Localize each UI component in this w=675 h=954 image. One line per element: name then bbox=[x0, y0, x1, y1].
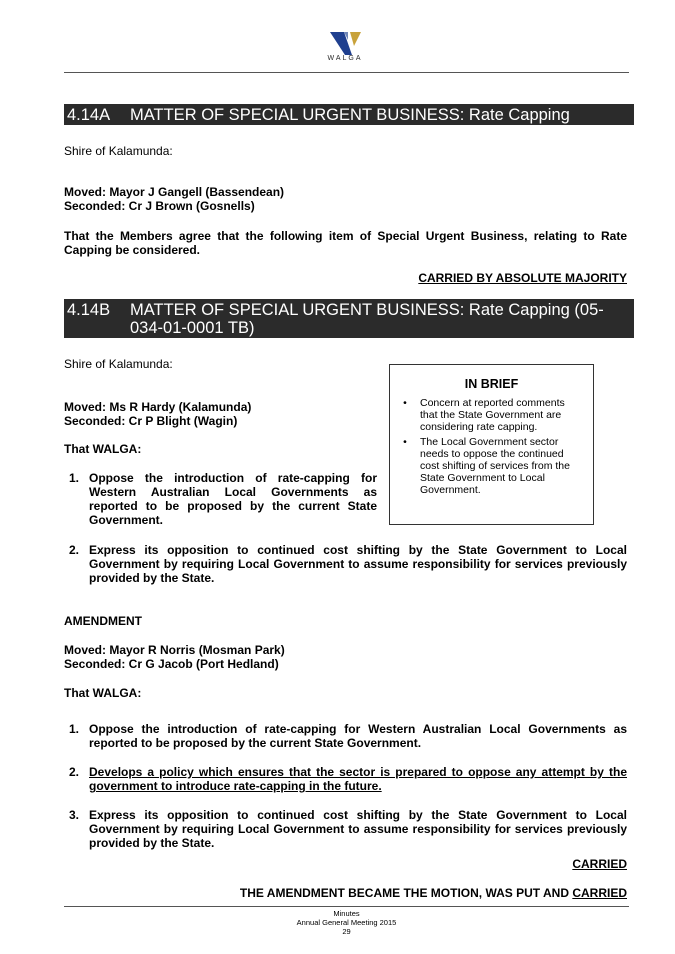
amendment-item-1 bbox=[64, 722, 627, 750]
amendment-seconded: Seconded: Cr G Jacob (Port Hedland) bbox=[64, 657, 279, 671]
item-text: Oppose the introduction of rate-capping for Western Australian Local Governments as reported to be proposed by the current State Government. bbox=[89, 471, 377, 527]
bullet-icon: • bbox=[403, 436, 407, 448]
section-a-number: 4.14A bbox=[67, 106, 111, 124]
section-b-moved: Moved: Ms R Hardy (Kalamunda) bbox=[64, 400, 252, 414]
section-a-shire: Shire of Kalamunda: bbox=[64, 144, 173, 158]
in-brief-bullet bbox=[390, 397, 593, 433]
section-b-seconded: Seconded: Cr P Blight (Wagin) bbox=[64, 414, 238, 428]
amendment-item-3 bbox=[64, 808, 627, 850]
section-b-shire: Shire of Kalamunda: bbox=[64, 357, 173, 371]
footer-line-2: Annual General Meeting 2015 bbox=[296, 918, 397, 927]
footer-rule bbox=[64, 906, 629, 907]
section-a-resolution: That the Members agree that the following item of Special Urgent Business, relating to Rate Capping be considered. bbox=[64, 229, 627, 257]
in-brief-bullet bbox=[390, 436, 593, 496]
in-brief-list bbox=[390, 397, 593, 496]
amendment-that: That WALGA: bbox=[64, 686, 142, 700]
item-number: 2. bbox=[69, 543, 80, 557]
item-number: 1. bbox=[69, 471, 80, 485]
section-b-heading bbox=[64, 299, 634, 338]
footer-line-1: Minutes bbox=[333, 909, 360, 918]
section-b-title: MATTER OF SPECIAL URGENT BUSINESS: Rate Capping (05-034-01-0001 TB) bbox=[130, 301, 604, 337]
walga-logo-text: WALGA bbox=[327, 55, 363, 62]
bullet-text: Concern at reported comments that the State Government are considering rate capping. bbox=[420, 397, 565, 433]
header-rule bbox=[64, 72, 629, 73]
section-b-item-1 bbox=[64, 471, 377, 527]
amendment-item-2 bbox=[64, 765, 627, 793]
section-a-moved: Moved: Mayor J Gangell (Bassendean) bbox=[64, 185, 285, 199]
amendment-moved: Moved: Mayor R Norris (Mosman Park) bbox=[64, 643, 285, 657]
item-text: Develops a policy which ensures that the sector is prepared to oppose any attempt by the government to introduce rate-capping in the future. bbox=[89, 765, 627, 793]
final-line-carried: CARRIED bbox=[572, 886, 627, 900]
item-text: Express its opposition to continued cost shifting by the State Government to Local Government by requiring Local Government to assume responsibility for services previously provided by the State. bbox=[89, 808, 627, 850]
in-brief-box bbox=[389, 364, 594, 525]
bullet-icon: • bbox=[403, 397, 407, 409]
walga-logo bbox=[318, 28, 372, 68]
amendment-heading: AMENDMENT bbox=[64, 614, 142, 628]
section-a-heading bbox=[64, 104, 634, 125]
item-number: 1. bbox=[69, 722, 80, 736]
amendment-final-line bbox=[64, 886, 627, 900]
item-number: 2. bbox=[69, 765, 80, 779]
section-b-number: 4.14B bbox=[67, 301, 111, 319]
section-a-seconded: Seconded: Cr J Brown (Gosnells) bbox=[64, 199, 255, 213]
final-line-text: THE AMENDMENT BECAME THE MOTION, WAS PUT AND bbox=[239, 886, 573, 900]
bullet-text: The Local Government sector needs to oppose the continued cost shifting of services from the State Government to Local Government. bbox=[420, 436, 570, 496]
section-b-item-2 bbox=[64, 543, 627, 585]
item-text: Oppose the introduction of rate-capping for Western Australian Local Governments as reported to be proposed by the current State Government. bbox=[89, 722, 627, 750]
walga-logo-mark bbox=[318, 28, 372, 56]
section-b-that: That WALGA: bbox=[64, 442, 142, 456]
in-brief-heading: IN BRIEF bbox=[464, 377, 519, 391]
section-a-title: MATTER OF SPECIAL URGENT BUSINESS: Rate Capping bbox=[130, 106, 570, 124]
section-a-result: CARRIED BY ABSOLUTE MAJORITY bbox=[418, 271, 627, 285]
amendment-result: CARRIED bbox=[572, 857, 627, 871]
item-text: Express its opposition to continued cost shifting by the State Government to Local Government by requiring Local Government to assume responsibility for services previously provided by the State. bbox=[89, 543, 627, 585]
footer-page-number: 29 bbox=[342, 927, 351, 936]
item-number: 3. bbox=[69, 808, 80, 822]
